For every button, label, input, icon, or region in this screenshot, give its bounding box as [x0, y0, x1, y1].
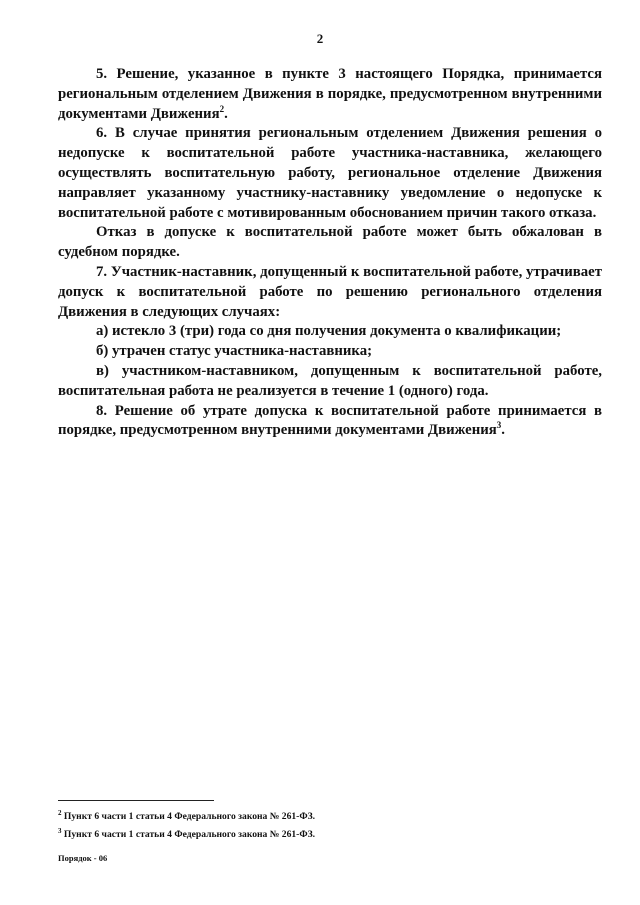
document-body [58, 65, 602, 441]
paragraph-8 [58, 402, 602, 442]
footnote-ref-2: 2 [219, 103, 225, 114]
paragraph-tail: . [501, 422, 505, 439]
paragraph-text: 6. В случае принятия региональным отделением Движения решения о недопуске к воспитательной работе участника-наставника, желающего осуществлять воспитательную работу, региональное отделение Движения направляет указанному участнику-наставнику уведомление о недопуске к воспитательной работе с мотивированным обоснованием причин такого отказа. [58, 125, 602, 221]
footnote-text: Пункт 6 части 1 статьи 4 Федерального закона № 261-ФЗ. [63, 811, 316, 823]
footnote-3 [58, 824, 598, 842]
list-item-b [58, 342, 602, 362]
footnote-mark: 2 [58, 809, 62, 817]
footnotes [58, 806, 598, 842]
list-item-v [58, 362, 602, 402]
paragraph-5 [58, 65, 602, 124]
footnote-ref-3: 3 [496, 420, 502, 431]
paragraph-text: 7. Участник-наставник, допущенный к воспитательной работе, утрачивает допуск к воспитательной работе по решению регионального отделения Движения в следующих случаях: [58, 263, 602, 320]
paragraph-tail: . [224, 105, 228, 122]
paragraph-6-appeal [58, 223, 602, 263]
footnote-mark: 3 [58, 827, 62, 836]
paragraph-text: 5. Решение, указанное в пункте 3 настоящего Порядка, принимается региональным отделением Движения в порядке, предусмотренном внутренними документами Движения [58, 66, 602, 122]
list-item-text: а) истекло 3 (три) года со дня получения документа о квалификации; [96, 323, 562, 340]
paragraph-text: 8. Решение об утрате допуска к воспитательной работе принимается в порядке, предусмотренном внутренними документами Движения [58, 402, 602, 439]
footnote-2 [58, 806, 598, 824]
footnote-separator [58, 800, 214, 801]
list-item-text: в) участником-наставником, допущенным к воспитательной работе, воспитательная работа не реализуется в течение 1 (одного) года. [58, 362, 602, 399]
list-item-text: б) утрачен статус участника-наставника; [96, 343, 373, 360]
paragraph-text: Отказ в допуске к воспитательной работе может быть обжалован в судебном порядке. [58, 224, 602, 261]
document-code: Порядок - 06 [58, 853, 108, 863]
page-number: 2 [316, 31, 324, 46]
paragraph-6 [58, 124, 602, 223]
paragraph-7 [58, 263, 602, 322]
footnote-text: Пункт 6 части 1 статьи 4 Федерального закона № 261-ФЗ. [63, 829, 316, 841]
list-item-a [58, 322, 602, 342]
